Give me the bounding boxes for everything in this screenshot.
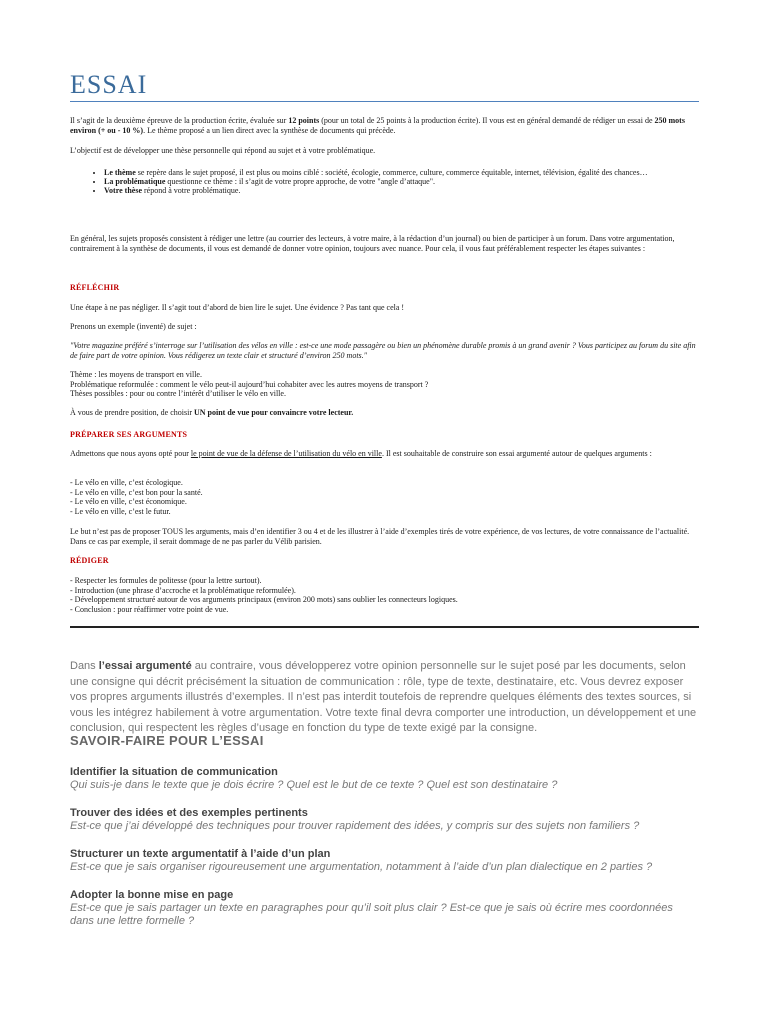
text-segment: Admettons que nous ayons opté pour: [70, 449, 191, 458]
bullet-text: se repère dans le sujet proposé, il est plus ou moins ciblé : société, écologie, commerce, culture, commerce équitable, internet, télévision, égalité des chances…: [135, 168, 648, 177]
savoir-faire-heading: SAVOIR-FAIRE POUR L’ESSAI: [70, 733, 264, 748]
intro-paragraph: [70, 116, 699, 135]
title-divider: [70, 101, 699, 102]
skill-item: [70, 848, 699, 874]
analysis-lines: [70, 370, 699, 399]
bold-point-of-view: UN point de vue pour convaincre votre lecteur.: [193, 408, 354, 417]
skill-item: [70, 766, 699, 792]
reflechir-p1: Une étape à ne pas négliger. Il s’agit tout d’abord de bien lire le sujet. Une évidence ? Pas tant que cela !: [70, 303, 405, 312]
skill-item: [70, 807, 699, 833]
skill-question: Est-ce que je sais organiser rigoureusement une argumentation, notamment à l’aide d’un plan dialectique en 2 parties ?: [70, 861, 653, 873]
bold-word-count: 250 mots environ (+ ou - 10 %): [70, 116, 685, 135]
theme-bullet-list: [70, 168, 699, 195]
bullet-theme: [104, 168, 699, 177]
bullet-bold: Votre thèse: [104, 186, 142, 195]
rediger-item: - Introduction (une phrase d’accroche et la problématique reformulée).: [70, 585, 296, 595]
bullet-bold: La problématique: [104, 177, 166, 186]
analysis-line: Thème : les moyens de transport en ville.: [70, 370, 202, 379]
skill-title: Structurer un texte argumentatif à l’aide d’un plan: [70, 848, 331, 860]
skill-title: Adopter la bonne mise en page: [70, 889, 234, 901]
text-segment: . Le thème proposé a un lien direct avec la synthèse de documents qui précède.: [143, 125, 396, 135]
arguments-list: [70, 478, 699, 516]
text-segment: (pour un total de 25 points à la production écrite). Il vous est en général demandé de rédiger un essai de: [319, 116, 655, 125]
essai-argumente-paragraph: [70, 659, 699, 737]
rediger-item: - Développement structuré autour de vos arguments principaux (environ 200 mots) sans oublier les connecteurs logiques.: [70, 595, 458, 604]
argument-item: - Le vélo en ville, c’est économique.: [70, 497, 187, 506]
argument-item: - Le vélo en ville, c’est bon pour la santé.: [70, 487, 203, 497]
page-title: ESSAI: [70, 70, 148, 99]
rediger-list: [70, 576, 699, 614]
analysis-line: Thèses possibles : pour ou contre l’intérêt d’utiliser le vélo en ville.: [70, 389, 286, 398]
bullet-problematique: [104, 177, 699, 186]
rediger-item: - Conclusion : pour réaffirmer votre point de vue.: [70, 604, 229, 614]
take-position-line: [70, 408, 699, 418]
objective-paragraph: L’objectif est de développer une thèse personnelle qui répond au sujet et à votre problématique.: [70, 146, 376, 155]
text-segment: Il s’agit de la deuxième épreuve de la production écrite, évaluée sur: [70, 116, 289, 125]
underlined-viewpoint: le point de vue de la défense de l’utilisation du vélo en ville: [190, 449, 382, 458]
skill-title: Trouver des idées et des exemples pertinents: [70, 807, 308, 819]
heading-preparer: PRÉPARER SES ARGUMENTS: [70, 430, 188, 439]
skill-question: Est-ce que j’ai développé des techniques pour trouver rapidement des idées, y compris sur des sujets non familiers ?: [70, 820, 640, 832]
preparer-p2: Le but n’est pas de proposer TOUS les arguments, mais d’en identifier 3 ou 4 et de les illustrer à l’aide d’exemples tirés de votre expérience, de vos lectures, de votre connaissance de l’actualité. Dans ce cas par exemple, il serait dommage de ne pas parler du Vélib parisien.: [70, 527, 690, 546]
heading-reflechir: RÉFLÉCHIR: [70, 283, 120, 292]
section-divider: [70, 626, 699, 628]
preparer-p1: [70, 449, 699, 459]
text-segment: . Il est souhaitable de construire son essai argumenté autour de quelques arguments :: [381, 449, 652, 458]
skill-question: Qui suis-je dans le texte que je dois écrire ? Quel est le but de ce texte ? Quel est son destinataire ?: [70, 779, 558, 791]
reflechir-p2: Prenons un exemple (inventé) de sujet :: [70, 322, 197, 331]
subjects-paragraph: En général, les sujets proposés consistent à rédiger une lettre (au courrier des lecteurs, à votre maire, à la rédaction d’un journal) ou bien de participer à un forum. Dans votre argumentation, contrairement à la synthèse de documents, il vous est demandé de donner votre opinion, toujours avec nuance. Pour cela, il vous faut préférablement respecter les étapes suivantes :: [70, 234, 675, 253]
bold-essai-argumente: l’essai argumenté: [98, 660, 192, 672]
bold-points: 12 points: [288, 116, 320, 125]
skill-question: Est-ce que je sais partager un texte en paragraphes pour qu’il soit plus clair ? Est-ce que je sais où écrire mes coordonnées dans une lettre formelle ?: [70, 902, 673, 927]
bullet-text: répond à votre problématique.: [142, 186, 241, 195]
heading-rediger: RÉDIGER: [70, 556, 109, 565]
skill-title: Identifier la situation de communication: [70, 766, 278, 778]
argument-item: - Le vélo en ville, c’est écologique.: [70, 478, 183, 487]
example-subject-quote: "Votre magazine préféré s’interroge sur l’utilisation des vélos en ville : est-ce une mode passagère ou bien un phénomène durable promis à un grand avenir ? Vous participez au forum du site afin de faire part de votre opinion. Vous rédigerez un texte clair et structuré d’environ 250 mots.": [70, 341, 696, 360]
text-segment: À vous de prendre position, de choisir: [70, 408, 194, 417]
rediger-item: - Respecter les formules de politesse (pour la lettre surtout).: [70, 576, 262, 585]
bullet-bold: Le thème: [104, 168, 136, 177]
bullet-these: [104, 186, 699, 195]
analysis-line: Problématique reformulée : comment le vélo peut-il aujourd’hui cohabiter avec les autres moyens de transport ?: [70, 379, 429, 389]
skill-item: [70, 889, 699, 928]
bullet-text: questionne ce thème : il s’agit de votre propre approche, de votre "angle d’attaque".: [165, 177, 435, 186]
text-segment: au contraire, vous développerez votre opinion personnelle sur le sujet posé par les documents, selon une consigne qui décrit précisément la situation de communication : rôle, type de texte, destinataire, etc. Vous devrez exposer vos propres arguments illustrés d’exemples. Il n’est pas interdit toutefois de reprendre quelques éléments des textes sources, si vous les intégrez habilement à votre argumentation. Votre texte final devra comporter une introduction, un développement et une conclusion, qui respectent les règles d’usage en fonction du type de texte exigé par la consigne.: [70, 660, 697, 735]
argument-item: - Le vélo en ville, c’est le futur.: [70, 506, 171, 516]
text-segment: Dans: [70, 660, 99, 672]
